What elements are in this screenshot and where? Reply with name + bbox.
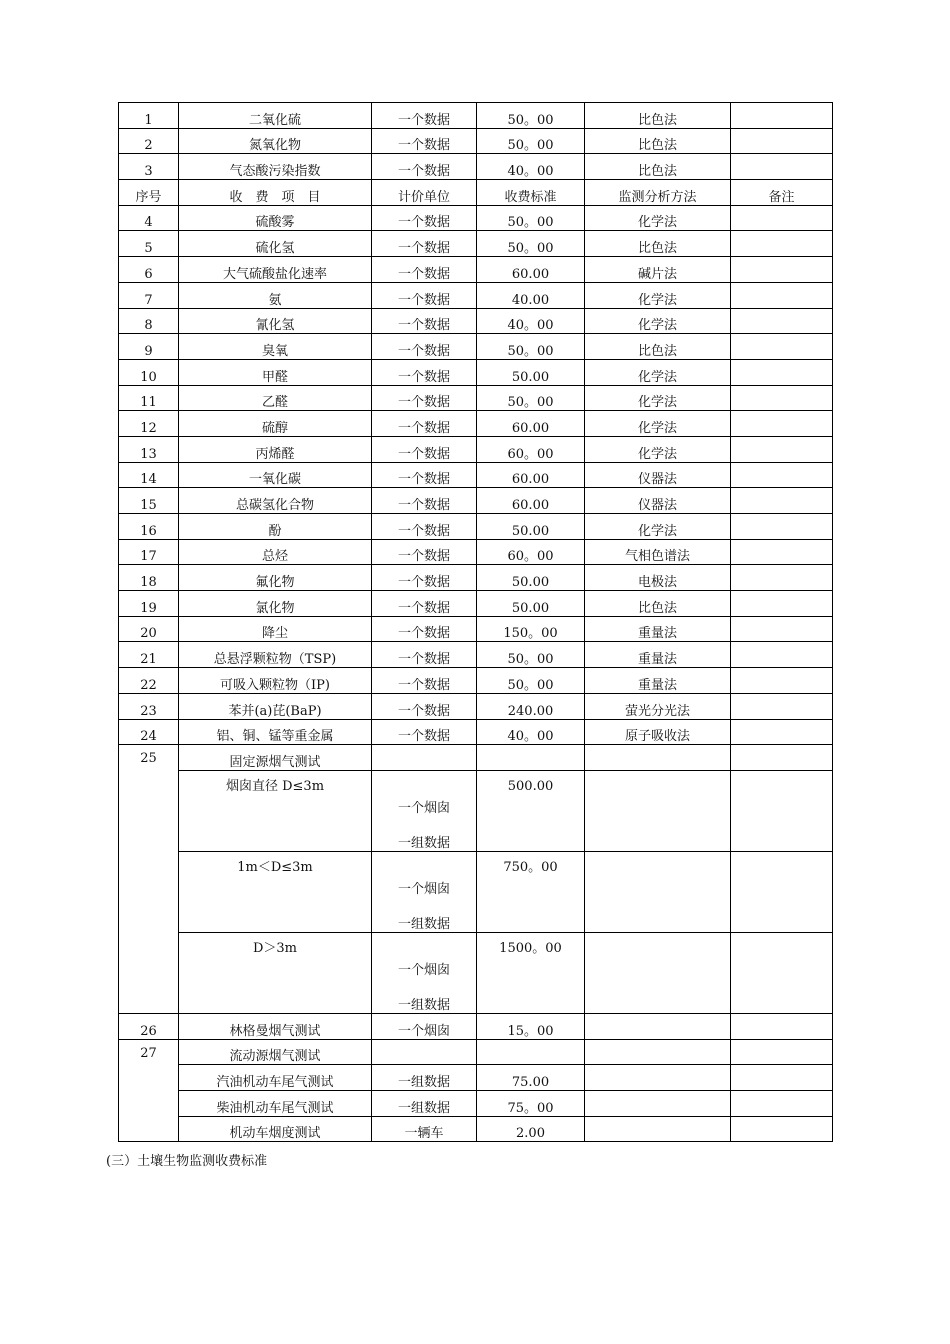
cell-unit: 一个数据 bbox=[372, 539, 477, 565]
cell-unit: 一个数据 bbox=[372, 462, 477, 488]
cell-item: 总烃 bbox=[179, 539, 372, 565]
cell-method: 比色法 bbox=[585, 103, 731, 129]
cell-item: 苯并(a)芘(BaP) bbox=[179, 693, 372, 719]
cell-fee: 15。00 bbox=[477, 1013, 585, 1039]
cell-note bbox=[731, 1116, 833, 1142]
cell-item: 甲醛 bbox=[179, 359, 372, 385]
cell-method: 化学法 bbox=[585, 436, 731, 462]
cell-no: 4 bbox=[119, 205, 179, 231]
cell-note bbox=[731, 1090, 833, 1116]
table-subrow bbox=[119, 851, 833, 932]
cell-no: 22 bbox=[119, 668, 179, 694]
cell-unit: 一个数据 bbox=[372, 231, 477, 257]
table-row bbox=[119, 668, 833, 694]
cell-method: 化学法 bbox=[585, 411, 731, 437]
table-row bbox=[119, 642, 833, 668]
cell-method bbox=[585, 851, 731, 932]
cell-note bbox=[731, 616, 833, 642]
cell-fee: 50。00 bbox=[477, 103, 585, 129]
cell-unit: 一个数据 bbox=[372, 103, 477, 129]
table-row bbox=[119, 539, 833, 565]
cell-item: 铝、铜、锰等重金属 bbox=[179, 719, 372, 745]
cell-note bbox=[731, 257, 833, 283]
cell-item: 总悬浮颗粒物（TSP) bbox=[179, 642, 372, 668]
cell-unit: 一个数据 bbox=[372, 642, 477, 668]
cell-unit: 一个数据 bbox=[372, 154, 477, 180]
cell-unit bbox=[372, 932, 477, 1013]
cell-method: 比色法 bbox=[585, 334, 731, 360]
cell-note bbox=[731, 851, 833, 932]
cell-fee: 60.00 bbox=[477, 257, 585, 283]
cell-method bbox=[585, 1065, 731, 1091]
table-row bbox=[119, 103, 833, 129]
cell-no: 15 bbox=[119, 488, 179, 514]
cell-no: 12 bbox=[119, 411, 179, 437]
cell-no: 5 bbox=[119, 231, 179, 257]
cell-item: 硫醇 bbox=[179, 411, 372, 437]
unit-stack bbox=[372, 874, 476, 932]
cell-item: 机动车烟度测试 bbox=[179, 1116, 372, 1142]
cell-item: 烟囱直径 D≤3m bbox=[179, 770, 372, 851]
table-row bbox=[119, 719, 833, 745]
unit-line-2: 一组数据 bbox=[397, 916, 450, 932]
cell-note bbox=[731, 932, 833, 1013]
header-item: 收 费 项 目 bbox=[179, 180, 372, 206]
cell-fee: 40。00 bbox=[477, 308, 585, 334]
cell-fee: 75.00 bbox=[477, 1065, 585, 1091]
cell-no: 19 bbox=[119, 591, 179, 617]
cell-method: 碱片法 bbox=[585, 257, 731, 283]
cell-item: 1m＜D≤3m bbox=[179, 851, 372, 932]
cell-item: 柴油机动车尾气测试 bbox=[179, 1090, 372, 1116]
cell-fee: 50。00 bbox=[477, 205, 585, 231]
header-unit: 计价单位 bbox=[372, 180, 477, 206]
unit-line-1: 一个烟囱 bbox=[397, 800, 450, 816]
table-row bbox=[119, 334, 833, 360]
cell-unit: 一个烟囱 bbox=[372, 1013, 477, 1039]
table-row bbox=[119, 693, 833, 719]
cell-item: 一氧化碳 bbox=[179, 462, 372, 488]
unit-stack bbox=[372, 793, 476, 851]
cell-fee: 60。00 bbox=[477, 539, 585, 565]
cell-note bbox=[731, 642, 833, 668]
cell-fee: 50。00 bbox=[477, 668, 585, 694]
cell-unit: 一个数据 bbox=[372, 282, 477, 308]
cell-unit: 一个数据 bbox=[372, 616, 477, 642]
cell-fee: 40.00 bbox=[477, 282, 585, 308]
table-row bbox=[119, 1013, 833, 1039]
table-row bbox=[119, 359, 833, 385]
cell-method: 萤光分光法 bbox=[585, 693, 731, 719]
cell-note bbox=[731, 1013, 833, 1039]
unit-line-1: 一个烟囱 bbox=[397, 881, 450, 897]
cell-note bbox=[731, 385, 833, 411]
table-row bbox=[119, 257, 833, 283]
cell-fee: 150。00 bbox=[477, 616, 585, 642]
cell-item: 林格曼烟气测试 bbox=[179, 1013, 372, 1039]
table-row bbox=[119, 488, 833, 514]
cell-note bbox=[731, 411, 833, 437]
cell-fee: 2.00 bbox=[477, 1116, 585, 1142]
cell-note bbox=[731, 693, 833, 719]
table-row bbox=[119, 591, 833, 617]
cell-method: 比色法 bbox=[585, 128, 731, 154]
cell-item: 氨 bbox=[179, 282, 372, 308]
cell-note bbox=[731, 514, 833, 540]
cell-no: 7 bbox=[119, 282, 179, 308]
fee-table-body bbox=[119, 103, 833, 1142]
table-row bbox=[119, 1039, 833, 1065]
cell-unit: 一个数据 bbox=[372, 436, 477, 462]
cell-no: 27 bbox=[119, 1039, 179, 1142]
cell-unit: 一个数据 bbox=[372, 719, 477, 745]
section-caption: (三）土壤生物监测收费标准 bbox=[106, 1154, 268, 1169]
cell-method: 比色法 bbox=[585, 154, 731, 180]
cell-fee: 750。00 bbox=[477, 851, 585, 932]
cell-empty bbox=[477, 1039, 585, 1065]
cell-item: 氰化氢 bbox=[179, 308, 372, 334]
cell-empty bbox=[731, 745, 833, 771]
unit-stack bbox=[372, 955, 476, 1013]
cell-note bbox=[731, 359, 833, 385]
cell-fee: 40。00 bbox=[477, 719, 585, 745]
cell-unit: 一个数据 bbox=[372, 128, 477, 154]
table-row bbox=[119, 565, 833, 591]
cell-fee: 50。00 bbox=[477, 642, 585, 668]
cell-no: 10 bbox=[119, 359, 179, 385]
cell-method: 仪器法 bbox=[585, 488, 731, 514]
cell-method: 重量法 bbox=[585, 616, 731, 642]
cell-no: 14 bbox=[119, 462, 179, 488]
cell-item: 固定源烟气测试 bbox=[179, 745, 372, 771]
cell-unit: 一个数据 bbox=[372, 488, 477, 514]
cell-unit: 一个数据 bbox=[372, 693, 477, 719]
cell-note bbox=[731, 488, 833, 514]
cell-unit: 一个数据 bbox=[372, 591, 477, 617]
cell-note bbox=[731, 462, 833, 488]
table-row bbox=[119, 436, 833, 462]
cell-note bbox=[731, 591, 833, 617]
cell-fee: 1500。00 bbox=[477, 932, 585, 1013]
cell-item: 降尘 bbox=[179, 616, 372, 642]
cell-no: 21 bbox=[119, 642, 179, 668]
fee-table bbox=[118, 102, 833, 1142]
cell-note bbox=[731, 334, 833, 360]
cell-item: D＞3m bbox=[179, 932, 372, 1013]
unit-line-2: 一组数据 bbox=[397, 835, 450, 851]
cell-item: 总碳氢化合物 bbox=[179, 488, 372, 514]
cell-method: 化学法 bbox=[585, 205, 731, 231]
header-fee: 收费标准 bbox=[477, 180, 585, 206]
cell-empty bbox=[585, 1039, 731, 1065]
cell-empty bbox=[477, 745, 585, 771]
cell-method: 仪器法 bbox=[585, 462, 731, 488]
table-subrow bbox=[119, 1116, 833, 1142]
cell-fee: 50。00 bbox=[477, 128, 585, 154]
cell-no: 24 bbox=[119, 719, 179, 745]
header-no: 序号 bbox=[119, 180, 179, 206]
cell-fee: 60.00 bbox=[477, 411, 585, 437]
cell-method: 原子吸收法 bbox=[585, 719, 731, 745]
cell-method: 化学法 bbox=[585, 308, 731, 334]
cell-method: 气相色谱法 bbox=[585, 539, 731, 565]
cell-item: 气态酸污染指数 bbox=[179, 154, 372, 180]
cell-no: 20 bbox=[119, 616, 179, 642]
cell-method bbox=[585, 1013, 731, 1039]
cell-no: 25 bbox=[119, 745, 179, 1014]
cell-no: 2 bbox=[119, 128, 179, 154]
cell-item: 臭氧 bbox=[179, 334, 372, 360]
table-subrow bbox=[119, 932, 833, 1013]
cell-unit: 一个数据 bbox=[372, 565, 477, 591]
cell-note bbox=[731, 231, 833, 257]
cell-method: 电极法 bbox=[585, 565, 731, 591]
cell-no: 8 bbox=[119, 308, 179, 334]
cell-note bbox=[731, 154, 833, 180]
cell-fee: 40。00 bbox=[477, 154, 585, 180]
cell-item: 氮氧化物 bbox=[179, 128, 372, 154]
table-row bbox=[119, 411, 833, 437]
cell-note bbox=[731, 719, 833, 745]
cell-note bbox=[731, 103, 833, 129]
cell-note bbox=[731, 565, 833, 591]
table-row bbox=[119, 282, 833, 308]
table-row bbox=[119, 514, 833, 540]
cell-note bbox=[731, 1065, 833, 1091]
table-row bbox=[119, 308, 833, 334]
table-row bbox=[119, 745, 833, 771]
table-row bbox=[119, 385, 833, 411]
cell-note bbox=[731, 128, 833, 154]
cell-fee: 500.00 bbox=[477, 770, 585, 851]
table-subrow bbox=[119, 1090, 833, 1116]
cell-unit: 一个数据 bbox=[372, 359, 477, 385]
cell-method bbox=[585, 932, 731, 1013]
cell-item: 硫化氢 bbox=[179, 231, 372, 257]
table-subrow bbox=[119, 770, 833, 851]
cell-unit: 一个数据 bbox=[372, 257, 477, 283]
cell-note bbox=[731, 308, 833, 334]
cell-item: 酚 bbox=[179, 514, 372, 540]
cell-note bbox=[731, 668, 833, 694]
cell-item: 硫酸雾 bbox=[179, 205, 372, 231]
cell-no: 17 bbox=[119, 539, 179, 565]
cell-fee: 240.00 bbox=[477, 693, 585, 719]
cell-no: 13 bbox=[119, 436, 179, 462]
cell-fee: 60.00 bbox=[477, 488, 585, 514]
cell-no: 9 bbox=[119, 334, 179, 360]
cell-empty bbox=[372, 1039, 477, 1065]
cell-note bbox=[731, 205, 833, 231]
cell-no: 1 bbox=[119, 103, 179, 129]
cell-method: 化学法 bbox=[585, 514, 731, 540]
unit-line-2: 一组数据 bbox=[397, 997, 450, 1013]
cell-method: 化学法 bbox=[585, 359, 731, 385]
cell-method: 比色法 bbox=[585, 591, 731, 617]
table-row bbox=[119, 231, 833, 257]
cell-fee: 50.00 bbox=[477, 591, 585, 617]
cell-unit: 一个数据 bbox=[372, 385, 477, 411]
cell-fee: 60.00 bbox=[477, 462, 585, 488]
cell-item: 可吸入颗粒物（IP) bbox=[179, 668, 372, 694]
cell-fee: 60。00 bbox=[477, 436, 585, 462]
cell-empty bbox=[585, 745, 731, 771]
cell-fee: 75。00 bbox=[477, 1090, 585, 1116]
cell-unit: 一个数据 bbox=[372, 308, 477, 334]
cell-item: 汽油机动车尾气测试 bbox=[179, 1065, 372, 1091]
cell-item: 二氧化硫 bbox=[179, 103, 372, 129]
cell-fee: 50。00 bbox=[477, 231, 585, 257]
cell-method: 化学法 bbox=[585, 385, 731, 411]
header-note: 备注 bbox=[731, 180, 833, 206]
cell-no: 18 bbox=[119, 565, 179, 591]
cell-no: 6 bbox=[119, 257, 179, 283]
table-row bbox=[119, 462, 833, 488]
cell-fee: 50。00 bbox=[477, 385, 585, 411]
table-row bbox=[119, 205, 833, 231]
cell-no: 23 bbox=[119, 693, 179, 719]
cell-method: 化学法 bbox=[585, 282, 731, 308]
cell-unit: 一组数据 bbox=[372, 1090, 477, 1116]
cell-item: 流动源烟气测试 bbox=[179, 1039, 372, 1065]
cell-empty bbox=[372, 745, 477, 771]
cell-empty bbox=[731, 1039, 833, 1065]
cell-item: 氟化物 bbox=[179, 565, 372, 591]
cell-item: 大气硫酸盐化速率 bbox=[179, 257, 372, 283]
cell-no: 16 bbox=[119, 514, 179, 540]
cell-note bbox=[731, 436, 833, 462]
cell-fee: 50.00 bbox=[477, 565, 585, 591]
cell-no: 26 bbox=[119, 1013, 179, 1039]
cell-fee: 50.00 bbox=[477, 514, 585, 540]
cell-method: 比色法 bbox=[585, 231, 731, 257]
cell-item: 氯化物 bbox=[179, 591, 372, 617]
cell-fee: 50.00 bbox=[477, 359, 585, 385]
cell-item: 丙烯醛 bbox=[179, 436, 372, 462]
table-row bbox=[119, 616, 833, 642]
cell-unit: 一个数据 bbox=[372, 514, 477, 540]
cell-unit: 一个数据 bbox=[372, 205, 477, 231]
cell-unit: 一个数据 bbox=[372, 411, 477, 437]
cell-item: 乙醛 bbox=[179, 385, 372, 411]
cell-method bbox=[585, 1116, 731, 1142]
unit-line-1: 一个烟囱 bbox=[397, 962, 450, 978]
table-row bbox=[119, 128, 833, 154]
header-method: 监测分析方法 bbox=[585, 180, 731, 206]
cell-method: 重量法 bbox=[585, 642, 731, 668]
cell-no: 11 bbox=[119, 385, 179, 411]
cell-note bbox=[731, 282, 833, 308]
cell-unit bbox=[372, 851, 477, 932]
cell-method bbox=[585, 1090, 731, 1116]
cell-no: 3 bbox=[119, 154, 179, 180]
table-header-row bbox=[119, 180, 833, 206]
cell-unit bbox=[372, 770, 477, 851]
cell-unit: 一个数据 bbox=[372, 668, 477, 694]
cell-method: 重量法 bbox=[585, 668, 731, 694]
table-subrow bbox=[119, 1065, 833, 1091]
cell-unit: 一组数据 bbox=[372, 1065, 477, 1091]
cell-note bbox=[731, 539, 833, 565]
table-row bbox=[119, 154, 833, 180]
cell-fee: 50。00 bbox=[477, 334, 585, 360]
cell-unit: 一个数据 bbox=[372, 334, 477, 360]
cell-method bbox=[585, 770, 731, 851]
cell-note bbox=[731, 770, 833, 851]
cell-unit: 一辆车 bbox=[372, 1116, 477, 1142]
